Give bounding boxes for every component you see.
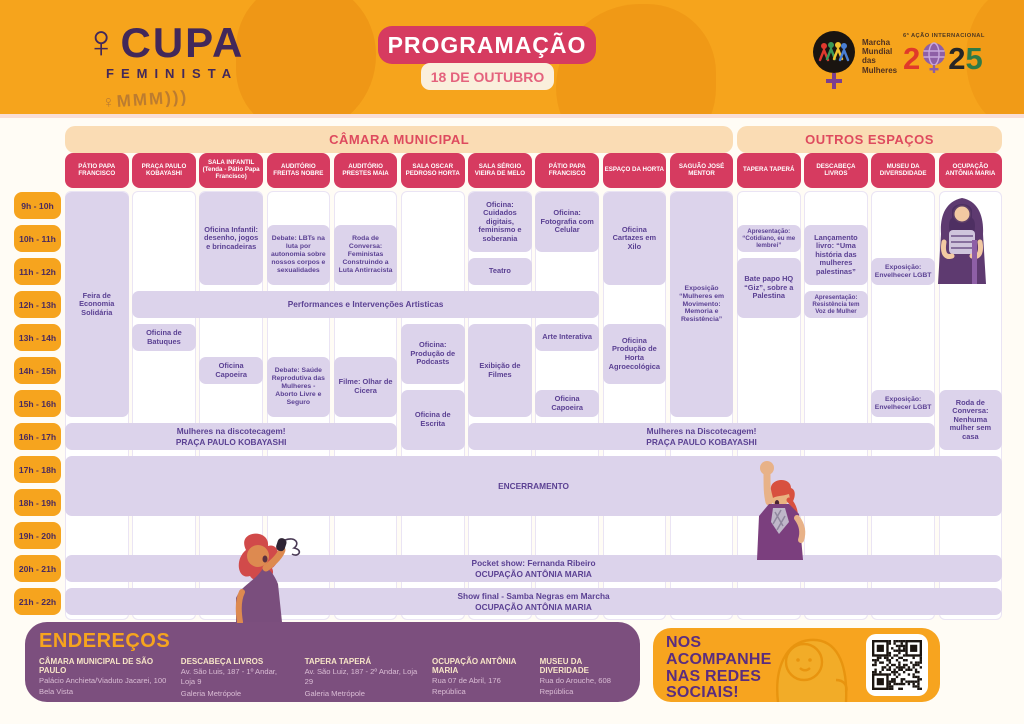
event-cell: Oficina Produção de Horta Agroecológica [603,324,667,384]
event-cell: Oficina Capoeira [535,390,599,417]
year-2025-logo: 6ª AÇÃO INTERNACIONAL 2 2 5 [903,33,985,76]
event-cell: Filme: Olhar de Cicera [334,357,398,417]
event-cell: Oficina Capoeira [199,357,263,384]
event-cell: Bate papo HQ “Giz”, sobre a Palestina [737,258,801,318]
time-slot-badge: 11h - 12h [14,258,61,285]
address-line: Galeria Metrópole [180,688,242,698]
venue-header: SALA SÉRGIO VIEIRA DE MELO [468,153,532,188]
address-name: TAPERA TAPERÁ [304,657,372,666]
address-line: Palácio Anchieta/Viaduto Jacarei, 100 [39,676,167,685]
section-header: CÂMARA MUNICIPAL [65,126,733,153]
event-cell: Oficina de Batuques [132,324,196,351]
time-slot-badge: 17h - 18h [14,456,61,483]
address-line: República [432,687,466,697]
venue-header: ESPAÇO DA HORTA [603,153,667,188]
schedule-banner: Mulheres na Discotecagem! PRAÇA PAULO KOBAYASHI [468,423,935,450]
event-cell: Oficina de Escrita [401,390,465,450]
logo-title: ♀CUPA [84,15,245,67]
qr-code [872,640,922,690]
event-cell: Oficina: Cuidados digitais, feminismo e soberania [468,192,532,252]
event-cell: Exibição de Filmes [468,324,532,417]
venue-header: PRAÇA PAULO KOBAYASHI [132,153,196,188]
address-line: Galeria Metrópole [304,688,365,698]
time-slot-badge: 20h - 21h [14,555,61,582]
venue-header: AUDITÓRIO FREITAS NOBRE [267,153,331,188]
address-line: Av. São Luis, 187 - 1º Andar, Loja 9 [180,667,278,687]
event-cell: Roda de Conversa: Nenhuma mulher sem casa [939,390,1003,450]
header [0,0,1024,114]
mmm-logo-text: Marcha Mundial das Mulheres [862,38,898,75]
address-item [305,657,418,699]
venue-header: PÁTIO PAPA FRANCISCO [65,153,129,188]
event-cell: Lançamento livro: “Uma história das mulheres palestinas” [804,225,868,285]
address-name: DESCABEÇA LIVROS [180,657,264,666]
event-cell: Teatro [468,258,532,285]
venue-header: MUSEU DA DIVERSDIDADE [871,153,935,188]
venus-symbol-icon: ♀ [84,15,121,67]
globe-icon [921,41,947,75]
event-cell: Oficina Cartazes em Xilo [603,192,667,285]
address-line: Rua do Arouche, 608 [539,676,611,685]
address-line: Bela Vista [39,687,74,697]
schedule-banner: Pocket show: Fernanda Ribeiro OCUPAÇÃO ANTÔNIA MARIA [65,555,1002,582]
schedule-banner: Performances e Intervenções Artisticas [132,291,599,318]
venue-header: PÁTIO PAPA FRANCISCO [535,153,599,188]
address-name: CÂMARA MUNICIPAL DE SÃO PAULO [39,657,154,675]
address-line: Av. São Luiz, 187 - 2º Andar, Loja 29 [304,667,418,687]
social-media-panel [653,628,940,702]
time-slot-badge: 9h - 10h [14,192,61,219]
time-slot-badge: 15h - 16h [14,390,61,417]
time-slot-badge: 13h - 14h [14,324,61,351]
address-line: Rua 07 de Abril, 176 [432,676,501,685]
singer-illustration [208,528,308,623]
veiled-woman-illustration [932,196,992,290]
address-item [540,657,626,699]
header-doodle [236,0,376,114]
venue-header: DESCABEÇA LIVROS [804,153,868,188]
qr-code-box [866,634,928,696]
address-name: MUSEU DA DIVERIDADE [539,657,589,675]
header-divider [0,114,1024,118]
venue-header: SAGUÃO JOSÉ MENTOR [670,153,734,188]
addresses-title: ENDEREÇOS [39,630,171,652]
raised-fist-woman-illustration [733,460,809,560]
venue-header: OCUPAÇÃO ANTÔNIA MARIA [939,153,1003,188]
mmm-logo-icon [810,30,858,92]
section-header: OUTROS ESPAÇOS [737,126,1002,153]
addresses-panel [25,622,640,702]
time-slot-badge: 10h - 11h [14,225,61,252]
event-cell: Exposição: Envelhecer LGBT [871,258,935,285]
event-cell: Oficina: Fotografia com Celular [535,192,599,252]
address-name: OCUPAÇÃO ANTÔNIA MARIA [432,657,517,675]
action-label: 6ª AÇÃO INTERNACIONAL [903,33,985,39]
schedule-banner: Show final - Samba Negras em Marcha OCUPAÇÃO ANTÔNIA MARIA [65,588,1002,615]
time-slot-badge: 16h - 17h [14,423,61,450]
time-slot-badge: 21h - 22h [14,588,61,615]
schedule-banner: ENCERRAMENTO [65,456,1002,516]
time-slot-badge: 18h - 19h [14,489,61,516]
event-cell: Oficina Infantil: desenho, jogos e brincadeiras [199,192,263,285]
event-cell: Exposição: Envelhecer LGBT [871,390,935,417]
venue-header: AUDITÓRIO PRESTES MAIA [334,153,398,188]
time-slot-badge: 19h - 20h [14,522,61,549]
event-cell: Debate: LBTs na luta por autonomia sobre nossos corpos e sexualidades [267,225,331,285]
address-item [432,657,526,699]
event-cell: Exposição “Mulheres em Movimento: Memoria e Resistência” [670,192,734,417]
logo-subtitle: FEMINISTA [106,66,239,81]
schedule-banner: Mulheres na discotecagem! PRAÇA PAULO KOBAYASHI [65,423,397,450]
event-cell: Debate: Saúde Reprodutiva das Mulheres - Aborto Livre e Seguro [267,357,331,417]
page-title: PROGRAMAÇÃO [378,26,596,64]
mmm-scribble: ♀MMM))) [101,87,189,112]
address-item [39,657,167,699]
time-slot-badge: 12h - 13h [14,291,61,318]
address-item [181,657,291,699]
ocupa-feminista-logo [84,15,245,112]
venue-header: TAPERA TAPERÁ [737,153,801,188]
addresses-list [39,657,626,699]
venue-header: SALA OSCAR PEDROSO HORTA [401,153,465,188]
event-cell: Feira de Economia Solidária [65,192,129,417]
mmm-logo [810,30,897,92]
event-cell: Apresentação: “Cotidiano, eu me lembrei” [737,225,801,252]
address-line: República [539,687,574,697]
social-call-to-action: NOS ACOMPANHE NAS REDES SOCIAIS! [666,634,772,702]
venue-header: SALA INFANTIL (Tenda - Pátio Papa Francisco) [199,153,263,188]
event-date-badge: 18 DE OUTUBRO [421,63,554,90]
event-cell: Oficina: Produção de Podcasts [401,324,465,384]
event-cell: Apresentação: Resistência tem Voz de Mulher [804,291,868,318]
event-cell: Arte Interativa [535,324,599,351]
time-slot-badge: 14h - 15h [14,357,61,384]
event-cell: Roda de Conversa: Feministas Construindo a Luta Antirracista [334,225,398,285]
